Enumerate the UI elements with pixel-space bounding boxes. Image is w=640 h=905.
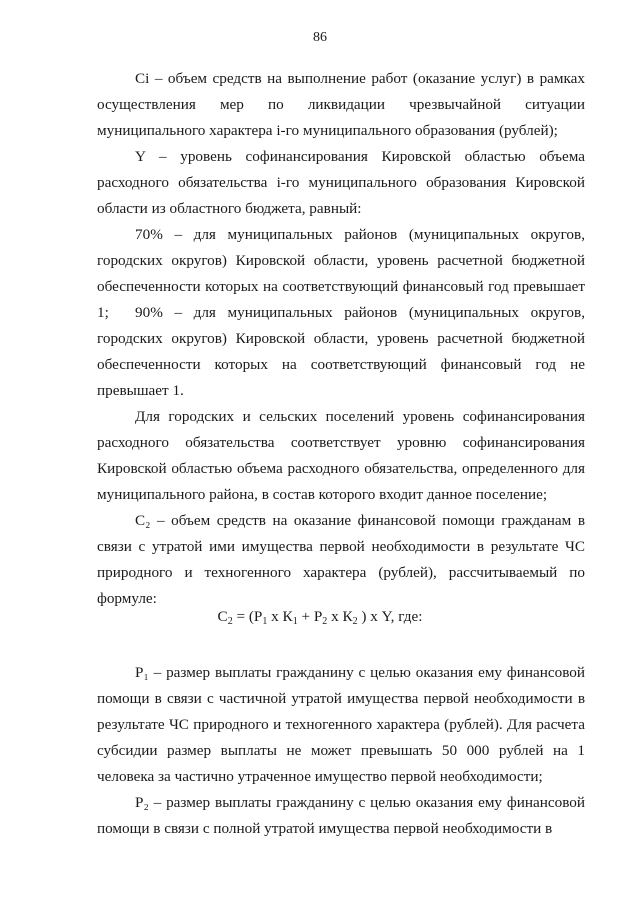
paragraph-p1-definition: Р₁ – размер выплаты гражданину с целью оказания ему финансовой помощи в связи с частичной утратой имущества первой необходимости в результате ЧС природного и техногенного характера (рублей). Для расчета субсидии размер выплаты не может превышать 50 000 рублей на 1 человека за частично утраченное имущество первой необходимости; <box>97 664 585 785</box>
paragraph-p2-definition: Р₂ – размер выплаты гражданину с целью оказания ему финансовой помощи в связи с полной утратой имущества первой необходимости в <box>97 794 585 837</box>
paragraph-90-percent: 90% – для муниципальных районов (муниципальных округов, городских округов) Кировской области, уровень расчетной бюджетной обеспеченности которых на соответствующий финансовый год не превышает 1. <box>97 304 585 399</box>
paragraph-70-percent: 70% – для муниципальных районов (муниципальных округов, городских округов) Кировской области, уровень расчетной бюджетной обеспеченности которых на соответствующий финансовый год превышает 1; <box>97 226 585 321</box>
paragraph-y-definition: Y – уровень софинансирования Кировской областью объема расходного обязательства i-го муниципального образования Кировской области из областного бюджета, равный: <box>97 148 585 217</box>
paragraph-settlements: Для городских и сельских поселений уровень софинансирования расходного обязательства соответствует уровню софинансирования Кировской областью объема расходного обязательства, определенного для муниципального района, в состав которого входит данное поселение; <box>97 408 585 503</box>
c2-formula: $С_2 = (Р_1$ х $К_1 + Р_2$ х $К_2$ ) х Y, где: <box>217 608 423 627</box>
paragraph-ci-definition: Ci – объем средств на выполнение работ (оказание услуг) в рамках осуществления мер по ликвидации чрезвычайной ситуации муниципального характера i-го муниципального образования (рублей); <box>97 70 585 139</box>
page-number: 86 <box>313 30 327 45</box>
paragraph-c2-definition: С₂ – объем средств на оказание финансовой помощи гражданам в связи с утратой ими имущества первой необходимости в результате ЧС природного и техногенного характера (рублей), рассчитываемый по формуле: <box>97 512 585 607</box>
